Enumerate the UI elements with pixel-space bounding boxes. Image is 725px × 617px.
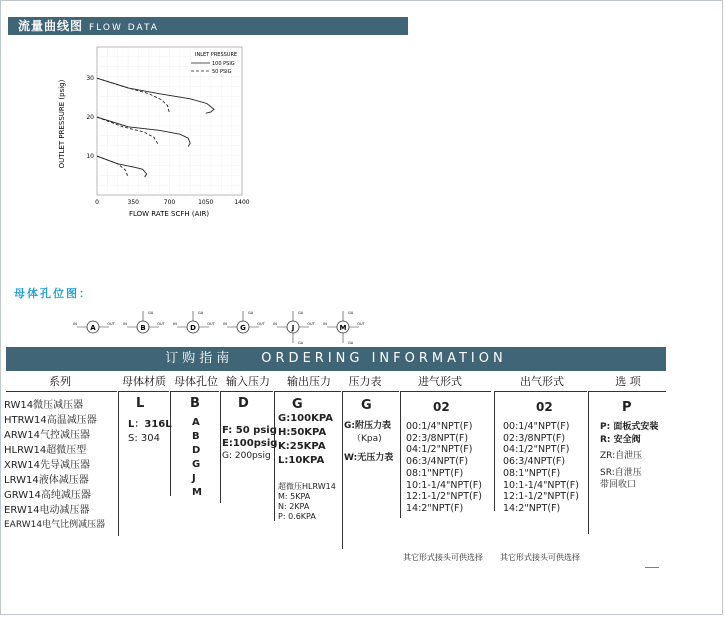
port-out-label: OUT	[357, 322, 365, 326]
accent-dash	[645, 567, 659, 568]
ordering-title-en: ORDERING INFORMATION	[261, 351, 507, 366]
port-g	[223, 311, 265, 333]
port-in-label: IN	[323, 322, 327, 326]
port-gauge-label: GA	[348, 311, 354, 315]
vsep-1	[118, 391, 119, 536]
port-letter: G	[240, 324, 246, 332]
series-item: RW14微压减压器	[4, 400, 84, 411]
port-gauge-label: GA	[348, 341, 354, 345]
x-tick-label: 0	[95, 199, 99, 206]
header-material: 母体材质	[122, 375, 166, 388]
vsep-7	[494, 391, 495, 511]
port-item: D	[192, 445, 201, 456]
in-form-item: 14:2"NPT(F)	[406, 502, 464, 514]
flow-data-header	[8, 17, 408, 35]
header-inlet: 输入压力	[226, 375, 270, 388]
inlet-item: F: 50 psig	[222, 425, 277, 436]
out-form-item: 12:1-1/2"NPT(F)	[503, 491, 579, 503]
options-item: R: 安全阀	[600, 434, 641, 445]
port-letter: D	[190, 324, 196, 332]
in-form-code: 02	[433, 400, 450, 414]
x-tick-label: 1050	[198, 199, 214, 206]
out-form-item: 10:1-1/4"NPT(F)	[503, 479, 579, 491]
in-form-item: 10:1-1/4"NPT(F)	[406, 479, 482, 491]
x-tick-label: 350	[127, 199, 139, 206]
series-item: HTRW14高温减压器	[4, 415, 97, 426]
header-gauge: 压力表	[348, 375, 382, 388]
port-out-label: OUT	[157, 322, 165, 326]
series-item: ERW14电动减压器	[4, 505, 90, 516]
gauge-item: W:无压力表	[344, 453, 394, 463]
outlet-item: L:10KPA	[278, 455, 325, 466]
outlet-micro-item: N: 2KPA	[278, 502, 310, 511]
flow-chart	[55, 42, 265, 224]
vsep-6	[400, 391, 401, 518]
material-list	[128, 418, 172, 446]
port-letter: A	[90, 324, 96, 332]
legend-100psig: 100 PSIG	[212, 61, 235, 67]
header-port: 母体孔位	[174, 375, 218, 388]
inlet-item: G: 200psig	[222, 451, 271, 461]
series-item: LRW14液体减压器	[4, 475, 89, 486]
port-j	[273, 311, 315, 345]
options-item: 带回收口	[600, 480, 637, 490]
port-item: A	[192, 417, 200, 428]
port-list	[192, 416, 202, 500]
flow-data-title-cn: 流量曲线图	[18, 19, 84, 33]
note-out-form: 其它形式接头可供选择	[500, 553, 580, 562]
outlet-micro-title: 超微压HLRW14	[278, 482, 336, 491]
outlet-micro-list	[278, 482, 336, 522]
in-form-list	[406, 421, 482, 515]
mother-hole-title: 母体孔位图：	[14, 287, 92, 300]
port-item: M	[192, 487, 202, 498]
port-gauge-label: GA	[248, 311, 254, 315]
rule-options	[589, 391, 666, 392]
header-out-form: 出气形式	[520, 375, 564, 388]
port-out-label: OUT	[307, 322, 315, 326]
port-in-label: IN	[173, 322, 177, 326]
series-item: HLRW14超微压型	[4, 445, 87, 456]
port-letter: J	[291, 324, 295, 332]
port-b	[123, 311, 165, 333]
port-letter: M	[339, 324, 347, 332]
outlet-item: H:50KPA	[278, 427, 327, 438]
out-form-item: 04:1/2"NPT(F)	[503, 444, 570, 456]
rule-port	[171, 391, 219, 392]
x-tick-label: 1400	[234, 199, 250, 206]
rule-gauge	[343, 391, 399, 392]
port-item: B	[192, 431, 200, 442]
inlet-list	[222, 424, 277, 463]
port-gauge-label: GA	[198, 311, 204, 315]
gauge-list	[344, 420, 393, 465]
options-list	[600, 421, 658, 492]
gauge-code: G	[361, 398, 372, 413]
port-gauge-label: GA	[148, 311, 154, 315]
series-item: ARW14气控减压器	[4, 430, 90, 441]
ordering-band	[6, 347, 666, 371]
options-item: ZR:自泄压	[600, 451, 643, 461]
outlet-micro-item: P: 0.6KPA	[278, 512, 316, 521]
in-form-item: 04:1/2"NPT(F)	[406, 444, 473, 456]
rule-outlet	[275, 391, 341, 392]
material-item: S: 304	[128, 433, 160, 444]
y-tick-label: 20	[86, 114, 94, 122]
outlet-list	[278, 398, 333, 468]
port-in-label: IN	[223, 322, 227, 326]
port-item: J	[192, 473, 196, 484]
out-form-list	[503, 421, 579, 515]
inlet-code: D	[238, 396, 249, 411]
vsep-8	[588, 391, 589, 534]
port-in-label: IN	[123, 322, 127, 326]
outlet-item: K:25KPA	[278, 441, 326, 452]
port-out-label: OUT	[107, 322, 115, 326]
ordering-title-cn: 订购指南	[165, 351, 234, 366]
in-form-item: 00:1/4"NPT(F)	[406, 421, 473, 432]
header-options: 选 项	[615, 375, 641, 388]
rule-material	[119, 391, 169, 392]
legend-title: INLET PRESSURE	[195, 52, 238, 58]
header-in-form: 进气形式	[418, 375, 462, 388]
port-diagram	[70, 303, 370, 345]
port-a	[73, 321, 115, 333]
out-form-item: 02:3/8NPT(F)	[503, 432, 566, 444]
series-list	[4, 398, 105, 533]
vsep-5	[342, 391, 343, 549]
inlet-item: E:100psig	[222, 438, 278, 449]
y-tick-label: 30	[86, 75, 94, 83]
material-item: L：316L	[128, 419, 172, 430]
outlet-code: G	[292, 397, 303, 412]
x-tick-label: 700	[163, 199, 176, 206]
series-item: GRW14高纯减压器	[4, 490, 91, 501]
port-d	[173, 311, 215, 333]
rule-in-form	[401, 391, 491, 392]
port-in-label: IN	[273, 322, 277, 326]
port-m	[323, 311, 365, 345]
flow-data-title-en: FLOW DATA	[89, 23, 159, 33]
outlet-item: G:100KPA	[278, 413, 333, 424]
port-out-label: OUT	[207, 322, 215, 326]
port-gauge-label: GA	[298, 311, 304, 315]
in-form-item: 08:1"NPT(F)	[406, 467, 464, 479]
port-in-label: IN	[73, 322, 77, 326]
rule-out-form	[495, 391, 587, 392]
in-form-item: 06:3/4NPT(F)	[406, 456, 469, 468]
material-code: L	[136, 396, 145, 411]
y-tick-label: 10	[86, 153, 94, 161]
gauge-item: （Kpa)	[352, 434, 382, 444]
header-series: 系列	[49, 375, 71, 388]
y-axis-label: OUTLET PRESSURE (psig)	[58, 79, 66, 169]
gauge-item: G:附压力表	[344, 421, 391, 431]
header-outlet: 输出压力	[287, 375, 331, 388]
in-form-item: 12:1-1/2"NPT(F)	[406, 491, 482, 503]
rule-series	[6, 391, 117, 392]
x-axis-label: FLOW RATE SCFH (AIR)	[128, 210, 210, 218]
legend-50psig: 50 PSIG	[212, 69, 232, 75]
series-item: XRW14先导减压器	[4, 460, 91, 471]
out-form-item: 14:2"NPT(F)	[503, 502, 561, 514]
port-item: G	[192, 459, 201, 470]
options-item: P: 面板式安装	[600, 422, 659, 432]
port-code: B	[190, 396, 200, 411]
note-in-form: 其它形式接头可供选择	[403, 553, 483, 562]
in-form-item: 02:3/8NPT(F)	[406, 432, 469, 444]
vsep-3	[220, 391, 221, 503]
port-letter: B	[140, 324, 146, 332]
port-out-label: OUT	[257, 322, 265, 326]
options-item: SR:自泄压	[600, 467, 642, 478]
out-form-item: 00:1/4"NPT(F)	[503, 421, 570, 432]
out-form-item: 06:3/4NPT(F)	[503, 456, 566, 468]
port-gauge-label: GA	[298, 341, 304, 345]
out-form-item: 08:1"NPT(F)	[503, 467, 561, 479]
rule-inlet	[221, 391, 273, 392]
series-item: EARW14电气比例减压器	[4, 520, 106, 530]
outlet-micro-item: M: 5KPA	[278, 492, 311, 501]
options-code: P	[622, 400, 632, 415]
out-form-code: 02	[536, 400, 553, 414]
